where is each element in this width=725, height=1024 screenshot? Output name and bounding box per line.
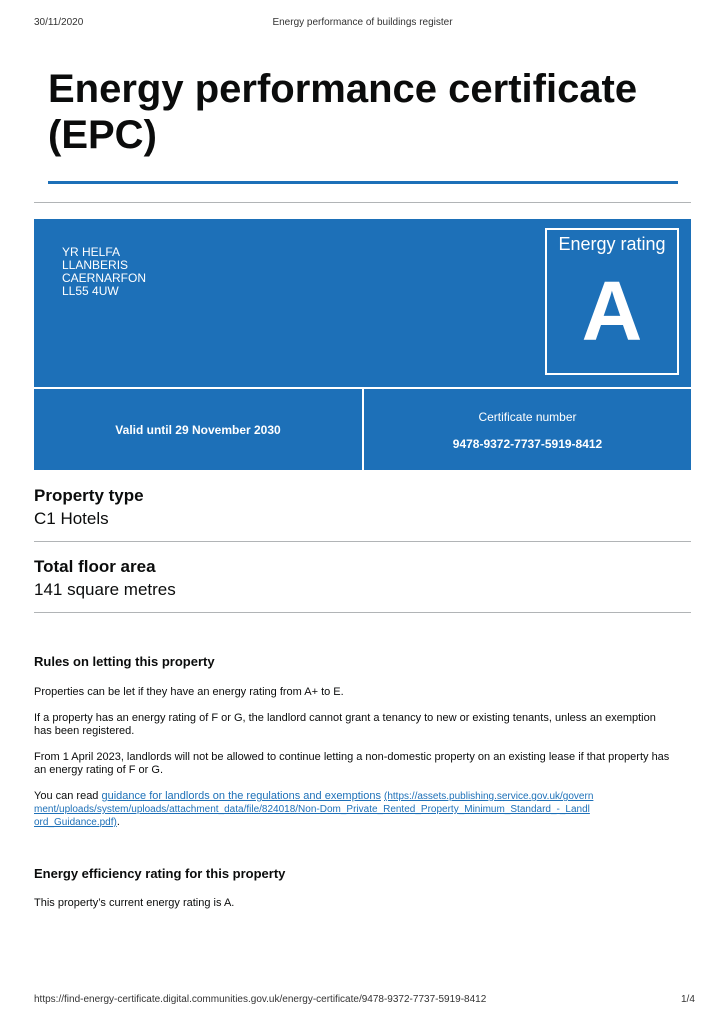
certificate-cell <box>364 389 691 470</box>
guidance-suffix: . <box>116 816 120 828</box>
validity-cell <box>34 389 362 470</box>
print-footer-url: https://find-energy-certificate.digital.communities.gov.uk/energy-certificate/9478-9372-7737-5919-8412 <box>34 994 487 1005</box>
energy-rating-box <box>545 228 679 375</box>
property-type-value: C1 Hotels <box>34 509 109 528</box>
energy-rating-value: A <box>581 264 643 358</box>
guidance-prefix: You can read <box>34 790 102 802</box>
guidance-url-link[interactable]: (https://assets.publishing.service.gov.uk/government/uploads/system/uploads/attachment_data/file/824018/Non-Dom_Private_Rented_Property_Minimum_Standard_-_Landlord_Guidance.pdf) <box>34 791 594 828</box>
rules-paragraph-4 <box>34 790 594 829</box>
title-underline <box>48 181 678 184</box>
divider <box>34 541 691 542</box>
efficiency-text: This property’s current energy rating is A. <box>34 897 235 909</box>
floor-area-label: Total floor area <box>34 557 156 576</box>
print-date: 30/11/2020 <box>34 17 84 28</box>
address-line: LLANBERIS <box>62 258 129 272</box>
valid-until-text: Valid until 29 November 2030 <box>115 423 281 437</box>
print-page-title: Energy performance of buildings register <box>272 17 453 28</box>
rules-paragraph-3: From 1 April 2023, landlords will not be allowed to continue letting a non-domestic property on an existing lease if that property has an energy rating of F or G. <box>34 751 670 776</box>
address <box>62 246 146 298</box>
guidance-link[interactable]: guidance for landlords on the regulations and exemptions <box>101 790 381 802</box>
rules-heading: Rules on letting this property <box>34 654 215 669</box>
page-title: Energy performance certificate (EPC) <box>48 67 638 157</box>
address-line: LL55 4UW <box>62 284 119 298</box>
floor-area-value: 141 square metres <box>34 580 176 599</box>
rules-paragraph-2: If a property has an energy rating of F or G, the landlord cannot grant a tenancy to new or existing tenants, unless an exemption has been registered. <box>34 712 656 737</box>
print-page-number: 1/4 <box>681 994 695 1005</box>
energy-rating-label: Energy rating <box>558 234 666 254</box>
divider <box>34 612 691 613</box>
rules-paragraph-1: Properties can be let if they have an energy rating from A+ to E. <box>34 686 344 698</box>
certificate-number-label: Certificate number <box>478 410 577 424</box>
address-line: CAERNARFON <box>62 271 147 285</box>
efficiency-heading: Energy efficiency rating for this property <box>34 866 286 881</box>
address-line: YR HELFA <box>62 245 121 259</box>
property-type-label: Property type <box>34 486 144 505</box>
section-divider <box>34 202 691 203</box>
certificate-number: 9478-9372-7737-5919-8412 <box>452 437 603 451</box>
